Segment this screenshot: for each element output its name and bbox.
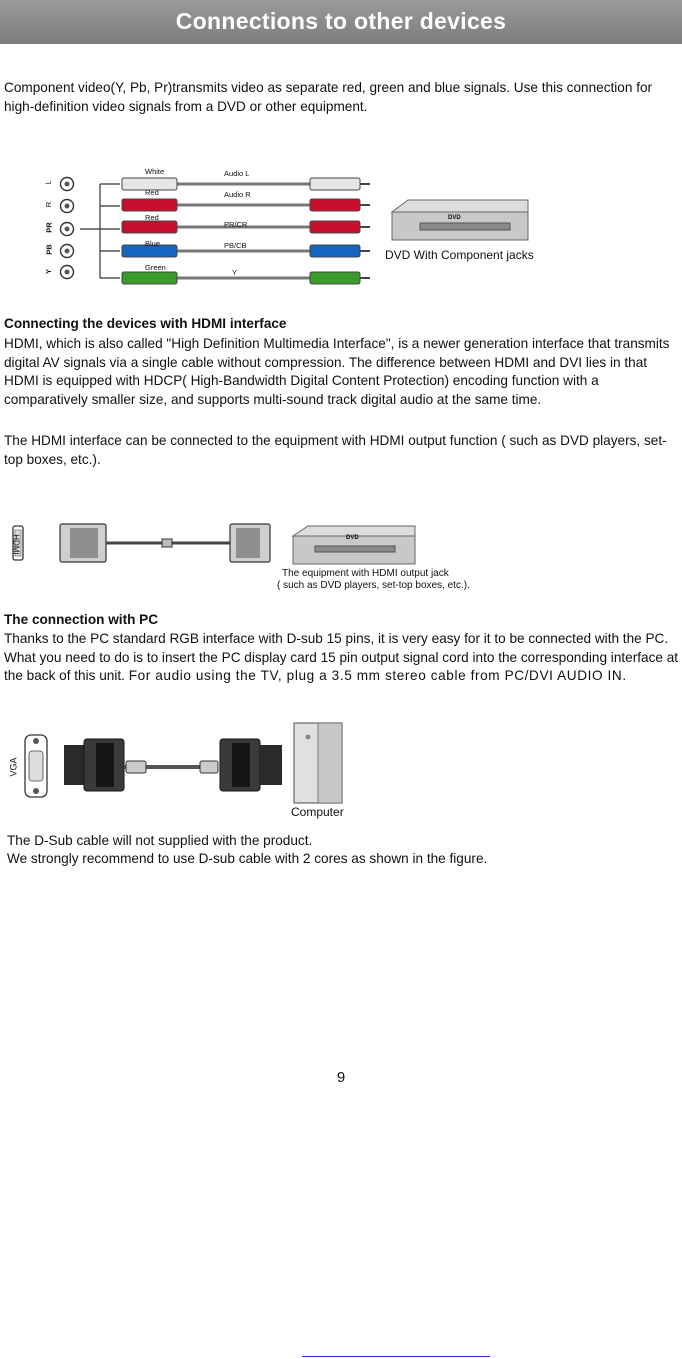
- cable-color-green: Green: [145, 263, 166, 272]
- hdmi-connection-diagram: [0, 516, 682, 576]
- dsub-note-2: We strongly recommend to use D-sub cable with 2 cores as shown in the figure.: [7, 851, 488, 866]
- jack-label-pb: PB: [44, 244, 54, 255]
- dvd-logo: DVD: [448, 215, 461, 221]
- hdmi-paragraph-1: HDMI, which is also called "High Definition Multimedia Interface", is a newer generation interface that transmits digital AV signals via a single cable without compression. The difference between HDMI and DVI lies in that HDMI is equipped with HDCP( High-Bandwidth Digital Content Protection) encoding function with a comparatively smaller size, and supports multi-sound track digital audio at the same time.: [4, 336, 670, 407]
- footer-link-underline[interactable]: [302, 1356, 490, 1357]
- jack-label-pr: PR: [44, 222, 54, 233]
- signal-label-pb-cb: PB/CB: [224, 241, 247, 250]
- signal-label-pr-cr: PR/CR: [224, 220, 248, 229]
- hdmi-paragraph-2: The HDMI interface can be connected to the equipment with HDMI output function ( such as DVD players, set-top boxes, etc.).: [4, 433, 667, 467]
- hdmi-caption-line-1: The equipment with HDMI output jack: [282, 568, 449, 579]
- signal-label-y: Y: [232, 268, 238, 277]
- hdmi-caption-line-2: ( such as DVD players, set-top boxes, etc.).: [277, 580, 470, 591]
- pc-paragraph: [4, 630, 680, 686]
- computer-label: Computer: [291, 805, 344, 819]
- jack-label-r: R: [44, 201, 54, 208]
- dsub-note-1: The D-Sub cable will not supplied with the product.: [7, 833, 313, 848]
- component-plugs-right: [310, 178, 370, 284]
- component-device-label: DVD With Component jacks: [385, 248, 534, 262]
- section-header: [0, 0, 682, 44]
- pc-paragraph-audio: For audio using the TV, plug a 3.5 mm stereo cable from PC/DVI AUDIO IN.: [128, 668, 627, 683]
- jack-label-y: Y: [44, 268, 54, 275]
- vga-port-label: VGA: [8, 757, 19, 777]
- page-number: 9: [336, 1069, 346, 1086]
- component-jack-panel: [61, 178, 121, 279]
- cable-color-blue: Blue: [145, 239, 161, 248]
- component-intro: Component video(Y, Pb, Pr)transmits video as separate red, green and blue signals. Use this connection for high-definition video signals from a DVD or other equipment.: [4, 80, 653, 114]
- pc-heading: The connection with PC: [4, 612, 159, 627]
- jack-label-l: L: [43, 180, 53, 185]
- hdmi-port-label: HDMI: [11, 534, 21, 555]
- pc-paragraph-main: Thanks to the PC standard RGB interface with D-sub 15 pins, it is very easy for it to be connected with the PC. What you need to do is to insert the PC display card 15 pin output signal cord into the corresponding interface at the back of this unit.: [4, 631, 679, 683]
- component-connection-diagram: [0, 162, 682, 292]
- signal-label-audio-r: Audio R: [224, 190, 251, 199]
- hdmi-dvd-logo: DVD: [346, 535, 359, 541]
- cable-color-red: Red: [145, 188, 159, 197]
- cable-color-red-2: Red: [145, 213, 159, 222]
- vga-connection-diagram: [0, 715, 682, 810]
- page-title: Connections to other devices: [175, 8, 507, 34]
- signal-label-audio-l: Audio L: [224, 169, 250, 178]
- cable-color-white: White: [145, 167, 165, 176]
- hdmi-heading: Connecting the devices with HDMI interface: [4, 316, 287, 331]
